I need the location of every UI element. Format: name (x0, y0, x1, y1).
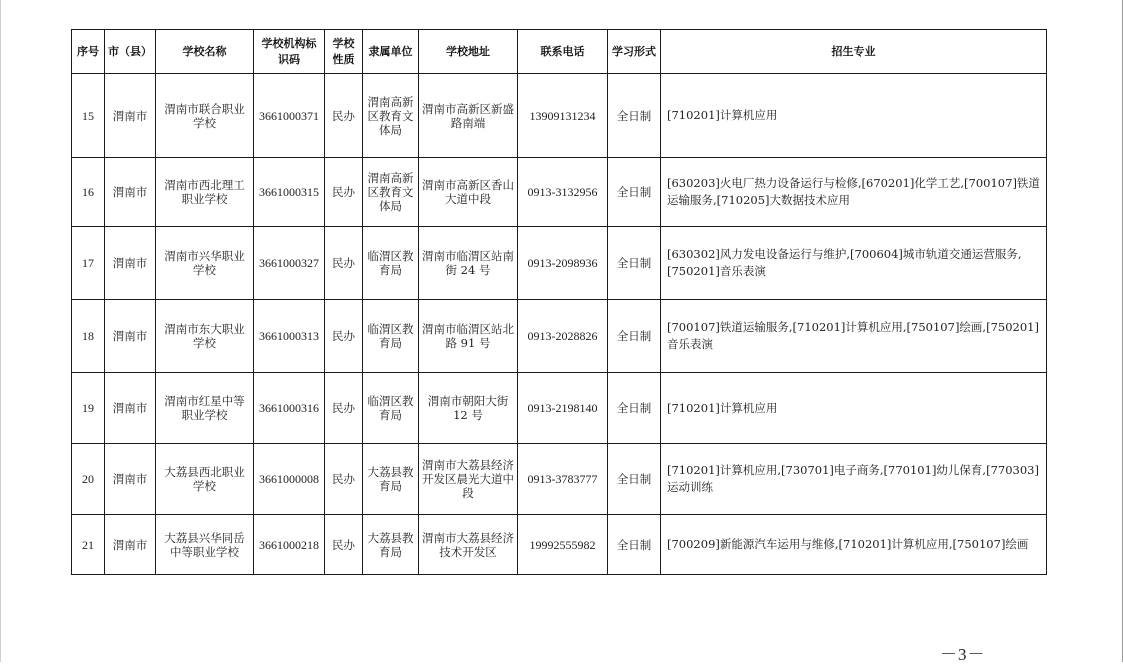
cell-affiliation: 渭南高新区教育文体局 (363, 158, 419, 227)
cell-city: 渭南市 (105, 74, 156, 158)
cell-phone: 13909131234 (518, 74, 608, 158)
cell-org-code: 3661000316 (254, 373, 325, 444)
cell-school-type: 民办 (325, 300, 363, 373)
page-number: －3－ (940, 645, 986, 664)
cell-study-mode: 全日制 (608, 227, 661, 300)
cell-city: 渭南市 (105, 300, 156, 373)
table-row (72, 158, 1047, 227)
cell-study-mode: 全日制 (608, 300, 661, 373)
header-org-code: 学校机构标识码 (254, 30, 325, 74)
cell-index: 16 (72, 158, 105, 227)
cell-affiliation: 大荔县教育局 (363, 515, 419, 575)
cell-org-code: 3661000327 (254, 227, 325, 300)
cell-address: 渭南市临渭区站南街 24 号 (419, 227, 518, 300)
cell-org-code: 3661000371 (254, 74, 325, 158)
cell-index: 17 (72, 227, 105, 300)
header-majors: 招生专业 (661, 30, 1047, 74)
cell-phone: 0913-2198140 (518, 373, 608, 444)
cell-address: 渭南市高新区新盛路南端 (419, 74, 518, 158)
cell-school-type: 民办 (325, 158, 363, 227)
cell-phone: 19992555982 (518, 515, 608, 575)
cell-majors: [700209]新能源汽车运用与维修,[710201]计算机应用,[750107]绘画 (661, 515, 1047, 575)
cell-index: 20 (72, 444, 105, 515)
cell-study-mode: 全日制 (608, 515, 661, 575)
cell-index: 18 (72, 300, 105, 373)
cell-phone: 0913-3783777 (518, 444, 608, 515)
page-left-edge (0, 0, 1, 662)
cell-school-name: 渭南市东大职业学校 (156, 300, 254, 373)
cell-address: 渭南市大荔县经济技术开发区 (419, 515, 518, 575)
cell-city: 渭南市 (105, 515, 156, 575)
cell-address: 渭南市高新区香山大道中段 (419, 158, 518, 227)
cell-majors: [630302]风力发电设备运行与维护,[700604]城市轨道交通运营服务,[750201]音乐表演 (661, 227, 1047, 300)
cell-school-type: 民办 (325, 227, 363, 300)
cell-affiliation: 渭南高新区教育文体局 (363, 74, 419, 158)
cell-majors: [710201]计算机应用 (661, 74, 1047, 158)
cell-address: 渭南市朝阳大街 12 号 (419, 373, 518, 444)
cell-affiliation: 临渭区教育局 (363, 373, 419, 444)
cell-phone: 0913-2028826 (518, 300, 608, 373)
cell-city: 渭南市 (105, 227, 156, 300)
table-row (72, 300, 1047, 373)
cell-index: 19 (72, 373, 105, 444)
cell-school-type: 民办 (325, 74, 363, 158)
header-phone: 联系电话 (518, 30, 608, 74)
cell-school-type: 民办 (325, 444, 363, 515)
cell-majors: [630203]火电厂热力设备运行与检修,[670201]化学工艺,[700107]铁道运输服务,[710205]大数据技术应用 (661, 158, 1047, 227)
cell-study-mode: 全日制 (608, 158, 661, 227)
header-index: 序号 (72, 30, 105, 74)
cell-majors: [700107]铁道运输服务,[710201]计算机应用,[750107]绘画,[750201]音乐表演 (661, 300, 1047, 373)
header-school-type: 学校性质 (325, 30, 363, 74)
cell-study-mode: 全日制 (608, 373, 661, 444)
table-row (72, 373, 1047, 444)
cell-index: 15 (72, 74, 105, 158)
table-row (72, 515, 1047, 575)
header-city: 市（县） (105, 30, 156, 74)
table-row (72, 74, 1047, 158)
cell-address: 渭南市大荔县经济开发区晨光大道中段 (419, 444, 518, 515)
cell-school-type: 民办 (325, 373, 363, 444)
cell-school-name: 渭南市西北理工职业学校 (156, 158, 254, 227)
cell-phone: 0913-3132956 (518, 158, 608, 227)
cell-study-mode: 全日制 (608, 74, 661, 158)
cell-school-name: 大荔县兴华同岳中等职业学校 (156, 515, 254, 575)
header-address: 学校地址 (419, 30, 518, 74)
cell-index: 21 (72, 515, 105, 575)
cell-city: 渭南市 (105, 158, 156, 227)
cell-affiliation: 大荔县教育局 (363, 444, 419, 515)
cell-org-code: 3661000008 (254, 444, 325, 515)
enrollment-table (71, 29, 1047, 575)
cell-school-name: 渭南市红星中等职业学校 (156, 373, 254, 444)
cell-majors: [710201]计算机应用 (661, 373, 1047, 444)
cell-study-mode: 全日制 (608, 444, 661, 515)
cell-address: 渭南市临渭区站北路 91 号 (419, 300, 518, 373)
table-row (72, 444, 1047, 515)
header-study-mode: 学习形式 (608, 30, 661, 74)
cell-school-type: 民办 (325, 515, 363, 575)
cell-affiliation: 临渭区教育局 (363, 300, 419, 373)
cell-org-code: 3661000218 (254, 515, 325, 575)
cell-school-name: 大荔县西北职业学校 (156, 444, 254, 515)
cell-majors: [710201]计算机应用,[730701]电子商务,[770101]幼儿保育,[770303]运动训练 (661, 444, 1047, 515)
header-affiliation: 隶属单位 (363, 30, 419, 74)
table-header-row (72, 30, 1047, 74)
cell-school-name: 渭南市兴华职业学校 (156, 227, 254, 300)
header-school-name: 学校名称 (156, 30, 254, 74)
cell-city: 渭南市 (105, 373, 156, 444)
table-row (72, 227, 1047, 300)
cell-phone: 0913-2098936 (518, 227, 608, 300)
cell-city: 渭南市 (105, 444, 156, 515)
cell-school-name: 渭南市联合职业学校 (156, 74, 254, 158)
cell-org-code: 3661000313 (254, 300, 325, 373)
cell-affiliation: 临渭区教育局 (363, 227, 419, 300)
cell-org-code: 3661000315 (254, 158, 325, 227)
